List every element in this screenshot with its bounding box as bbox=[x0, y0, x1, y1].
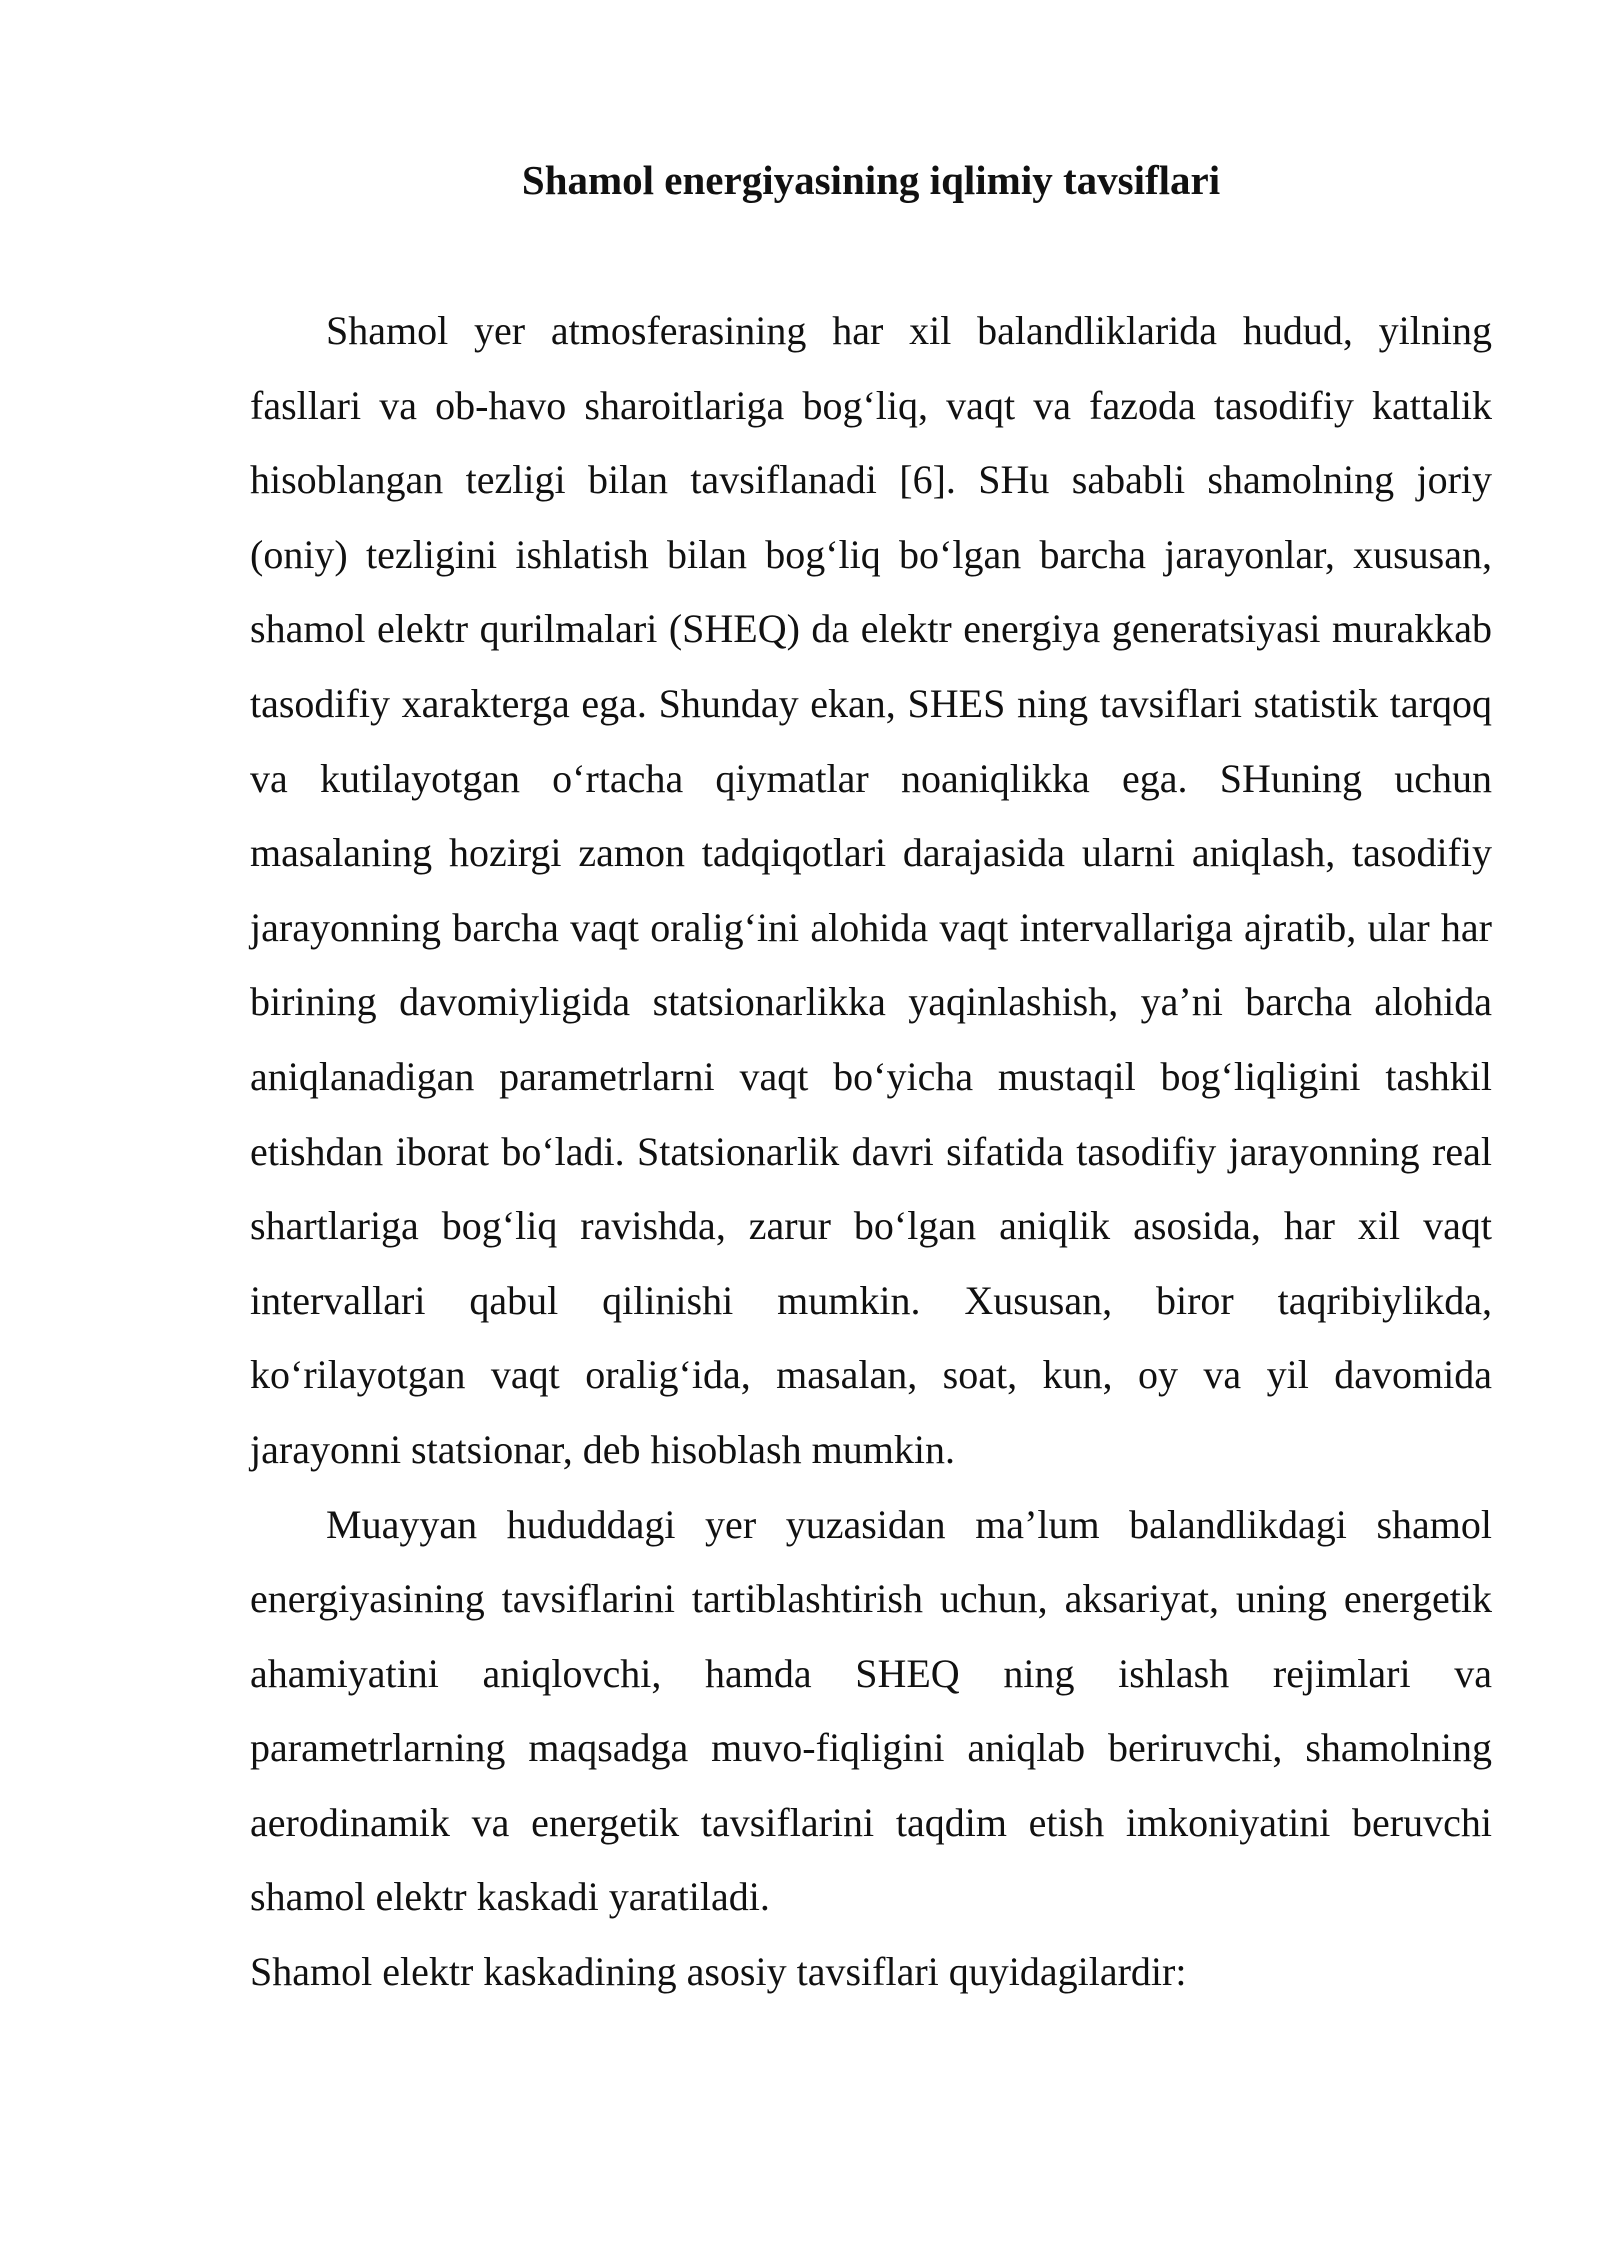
page-title: Shamol energiyasining iqlimiy tavsiflari bbox=[521, 157, 1221, 203]
paragraph-cascade-intro: Shamol elektr kaskadining asosiy tavsiflari quyidagilardir: bbox=[250, 1949, 1187, 1995]
paragraph-wind-cascade: Muayyan hududdagi yer yuzasidan ma’lum balandlikdagi shamol energiyasining tavsiflarini tartiblashtirish uchun, aksariyat, uning energetik ahamiyatini aniqlovchi, hamda SHEQ ning ishlash rejimlari va parametrlarning maqsadga muvo-fiqligini aniqlab beriruvchi, shamolning aerodinamik va energetik tavsiflarini taqdim etish imkoniyatini beruvchi shamol elektr kaskadi yaratiladi. bbox=[250, 1501, 1492, 1920]
paragraph-wind-characteristics: Shamol yer atmosferasining har xil balandliklarida hudud, yilning fasllari va ob-havo sharoitlariga bog‘liq, vaqt va fazoda tasodifiy kattalik hisoblangan tezligi bilan tavsiflanadi [6]. SHu sababli shamolning joriy (oniy) tezligini ishlatish bilan bog‘liq bo‘lgan barcha jarayonlar, xususan, shamol elektr qurilmalari (SHEQ) da elektr energiya generatsiyasi murakkab tasodifiy xarakterga ega. Shunday ekan, SHES ning tavsiflari statistik tarqoq va kutilayotgan o‘rtacha qiymatlar noaniqlikka ega. SHuning uchun masalaning hozirgi zamon tadqiqotlari darajasida ularni aniqlash, tasodifiy jarayonning barcha vaqt oralig‘ini alohida vaqt intervallariga ajratib, ular har birining davomiyligida statsionarlikka yaqinlashish, ya’ni barcha alohida aniqlanadigan parametrlarni vaqt bo‘yicha mustaqil bog‘liqligini tashkil etishdan iborat bo‘ladi. Statsionarlik davri sifatida tasodifiy jarayonning real shartlariga bog‘liq ravishda, zarur bo‘lgan aniqlik asosida, har xil vaqt intervallari qabul qilinishi mumkin. Xususan, biror taqribiylikda, ko‘rilayotgan vaqt oralig‘ida, masalan, soat, kun, oy va yil davomida jarayonni statsionar, deb hisoblash mumkin. bbox=[250, 308, 1492, 1472]
document-body bbox=[250, 294, 1492, 2010]
